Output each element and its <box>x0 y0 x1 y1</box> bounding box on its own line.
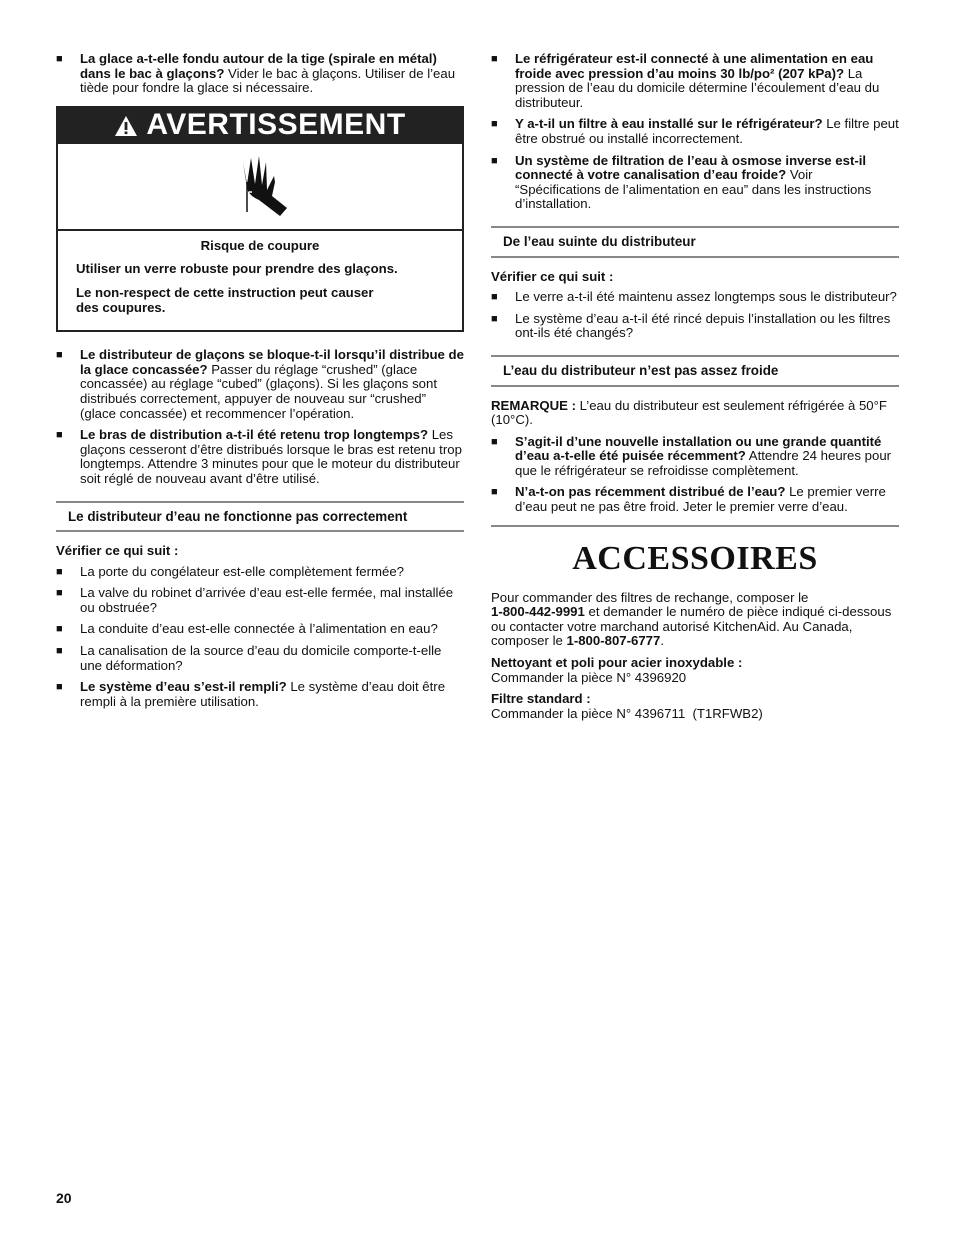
list-item-text: La canalisation de la source d’eau du domicile comporte-t-elle une déformation? <box>80 643 442 673</box>
list-item <box>56 644 464 673</box>
bullet-item <box>56 680 464 709</box>
section-heading: L’eau du distributeur n’est pas assez froide <box>491 355 899 387</box>
list-item-text: La porte du congélateur est-elle complètement fermée? <box>80 563 405 579</box>
section-divider <box>491 525 899 527</box>
bullet-bold: Le système d’eau s’est-il rempli? <box>80 679 287 695</box>
section-heading: De l’eau suinte du distributeur <box>491 226 899 258</box>
bullet-text: Vider le bac à glaçons. Utiliser de l’eau tiède pour fondre la glace si nécessaire. <box>80 65 456 96</box>
bullet-square-icon: ■ <box>56 565 63 578</box>
bullet-square-icon: ■ <box>56 429 63 442</box>
list-item <box>491 290 899 305</box>
bullet-square-icon: ■ <box>491 486 498 499</box>
accessory-item <box>491 692 899 721</box>
bullet-item <box>56 428 464 486</box>
note-text: L’eau du distributeur est seulement réfrigérée à 50°F (10°C). <box>491 397 887 428</box>
bullet-square-icon: ■ <box>56 53 63 65</box>
accessory-label: Nettoyant et poli pour acier inoxydable : <box>491 655 743 671</box>
verify-label: Vérifier ce qui suit : <box>56 543 179 559</box>
bullet-bold: Y a-t-il un filtre à eau installé sur le réfrigérateur? <box>515 116 823 132</box>
bullet-item <box>491 117 899 146</box>
note-label: REMARQUE : <box>491 397 576 413</box>
bullet-text: Passer du réglage “crushed” (glace concassée) au réglage “cubed” (glaçons). Si les glaçons sont distribués correctement, appuyer de nouveau sur “crushed” (glace concassée) et recommencer l’opération. <box>80 361 437 421</box>
bullet-square-icon: ■ <box>491 291 498 304</box>
section-heading: Le distributeur d’eau ne fonctionne pas correctement <box>56 501 464 533</box>
bullet-bold: Le réfrigérateur est-il connecté à une alimentation en eau froide avec pression d’au moins 30 lb/po² (207 kPa)? <box>515 51 874 81</box>
page-number: 20 <box>56 1190 72 1206</box>
phone-us: 1-800-442-9991 <box>491 604 585 620</box>
cut-hand-icon <box>225 152 295 220</box>
bullet-item <box>56 348 464 421</box>
accessory-value: Commander la pièce N° 4396711 (T1RFWB2) <box>491 705 763 721</box>
warning-header <box>58 108 462 144</box>
list-item <box>56 565 464 580</box>
bullet-bold: S’agit-il d’une nouvelle installation ou une grande quantité d’eau a-t-elle été puisée récemment? <box>515 433 882 464</box>
right-column <box>491 52 899 728</box>
warning-icon-row <box>58 144 462 231</box>
bullet-bold: N’a-t-on pas récemment distribué de l’eau? <box>515 484 786 500</box>
list-item <box>56 586 464 615</box>
accessory-label: Filtre standard : <box>491 691 591 707</box>
warning-body <box>58 231 462 330</box>
list-item-text: La valve du robinet d’arrivée d’eau est-elle fermée, mal installée ou obstruée? <box>80 585 454 615</box>
intro-text: et demander le numéro de pièce indiqué ci-dessous ou contacter votre marchand autorisé KitchenAid. Au Canada, composer le <box>491 604 892 649</box>
bullet-item <box>491 52 899 110</box>
bullet-bold: La glace a-t-elle fondu autour de la tige (spirale en métal) dans le bac à glaçons? <box>80 51 437 81</box>
warning-line2: Le non-respect de cette instruction peut causer des coupures. <box>76 284 374 315</box>
phone-ca: 1-800-807-6777 <box>566 633 661 649</box>
warning-box <box>56 106 464 332</box>
accessory-item <box>491 656 899 685</box>
verify-label: Vérifier ce qui suit : <box>491 268 614 284</box>
warning-risk: Risque de coupure <box>200 237 320 253</box>
note-paragraph <box>491 399 899 428</box>
warning-triangle-icon <box>114 115 138 137</box>
list-item-text: La conduite d’eau est-elle connectée à l’alimentation en eau? <box>80 621 438 637</box>
bullet-square-icon: ■ <box>56 623 63 636</box>
accessories-title: ACCESSOIRES <box>572 539 818 577</box>
bullet-text: Le système d’eau doit être rempli à la première utilisation. <box>80 679 446 709</box>
bullet-item <box>491 435 899 479</box>
list-item <box>491 312 899 341</box>
bullet-item <box>56 52 464 96</box>
warning-line1: Utiliser un verre robuste pour prendre des glaçons. <box>76 261 398 277</box>
accessories-intro <box>491 591 899 649</box>
bullet-text: La pression de l’eau du domicile détermine l’écoulement d’eau du distributeur. <box>515 65 880 110</box>
intro-text: Pour commander des filtres de rechange, composer le <box>491 589 809 605</box>
left-column <box>56 52 464 716</box>
bullet-bold: Le distributeur de glaçons se bloque-t-il lorsqu’il distribue de la glace concassée? <box>80 347 464 377</box>
bullet-item <box>491 154 899 212</box>
intro-text: . <box>660 633 665 649</box>
list-item <box>56 622 464 637</box>
bullet-text: Les glaçons cesseront d’être distribués lorsque le bras est retenu trop longtemps. Attendre 3 minutes pour que le moteur du distributeur soit réglé de nouveau avant d’être utilisé. <box>80 427 462 486</box>
accessory-value: Commander la pièce N° 4396920 <box>491 669 687 685</box>
list-item-text: Le système d’eau a-t-il été rincé depuis l’installation ou les filtres ont-ils été changés? <box>515 310 891 341</box>
bullet-item <box>491 485 899 514</box>
bullet-square-icon: ■ <box>56 681 63 694</box>
bullet-bold: Un système de filtration de l’eau à osmose inverse est-il connecté à votre canalisation d’eau froide? <box>515 152 867 183</box>
bullet-text: Attendre 24 heures pour que le réfrigérateur se refroidisse complètement. <box>515 448 892 478</box>
bullet-square-icon: ■ <box>491 154 498 167</box>
warning-title: AVERTISSEMENT <box>146 108 406 142</box>
bullet-square-icon: ■ <box>491 312 498 325</box>
bullet-square-icon: ■ <box>491 53 498 65</box>
list-item-text: Le verre a-t-il été maintenu assez longtemps sous le distributeur? <box>515 289 897 305</box>
bullet-square-icon: ■ <box>491 435 498 448</box>
bullet-square-icon: ■ <box>56 587 63 600</box>
bullet-text: Le premier verre d’eau peut ne pas être froid. Jeter le premier verre d’eau. <box>515 484 886 515</box>
bullet-text: Le filtre peut être obstrué ou installé incorrectement. <box>515 116 899 146</box>
bullet-bold: Le bras de distribution a-t-il été retenu trop longtemps? <box>80 427 429 443</box>
bullet-square-icon: ■ <box>56 645 63 658</box>
bullet-square-icon: ■ <box>56 349 63 362</box>
bullet-square-icon: ■ <box>491 118 498 131</box>
bullet-text: Voir “Spécifications de l’alimentation en eau” dans les instructions d’installation. <box>515 167 872 212</box>
